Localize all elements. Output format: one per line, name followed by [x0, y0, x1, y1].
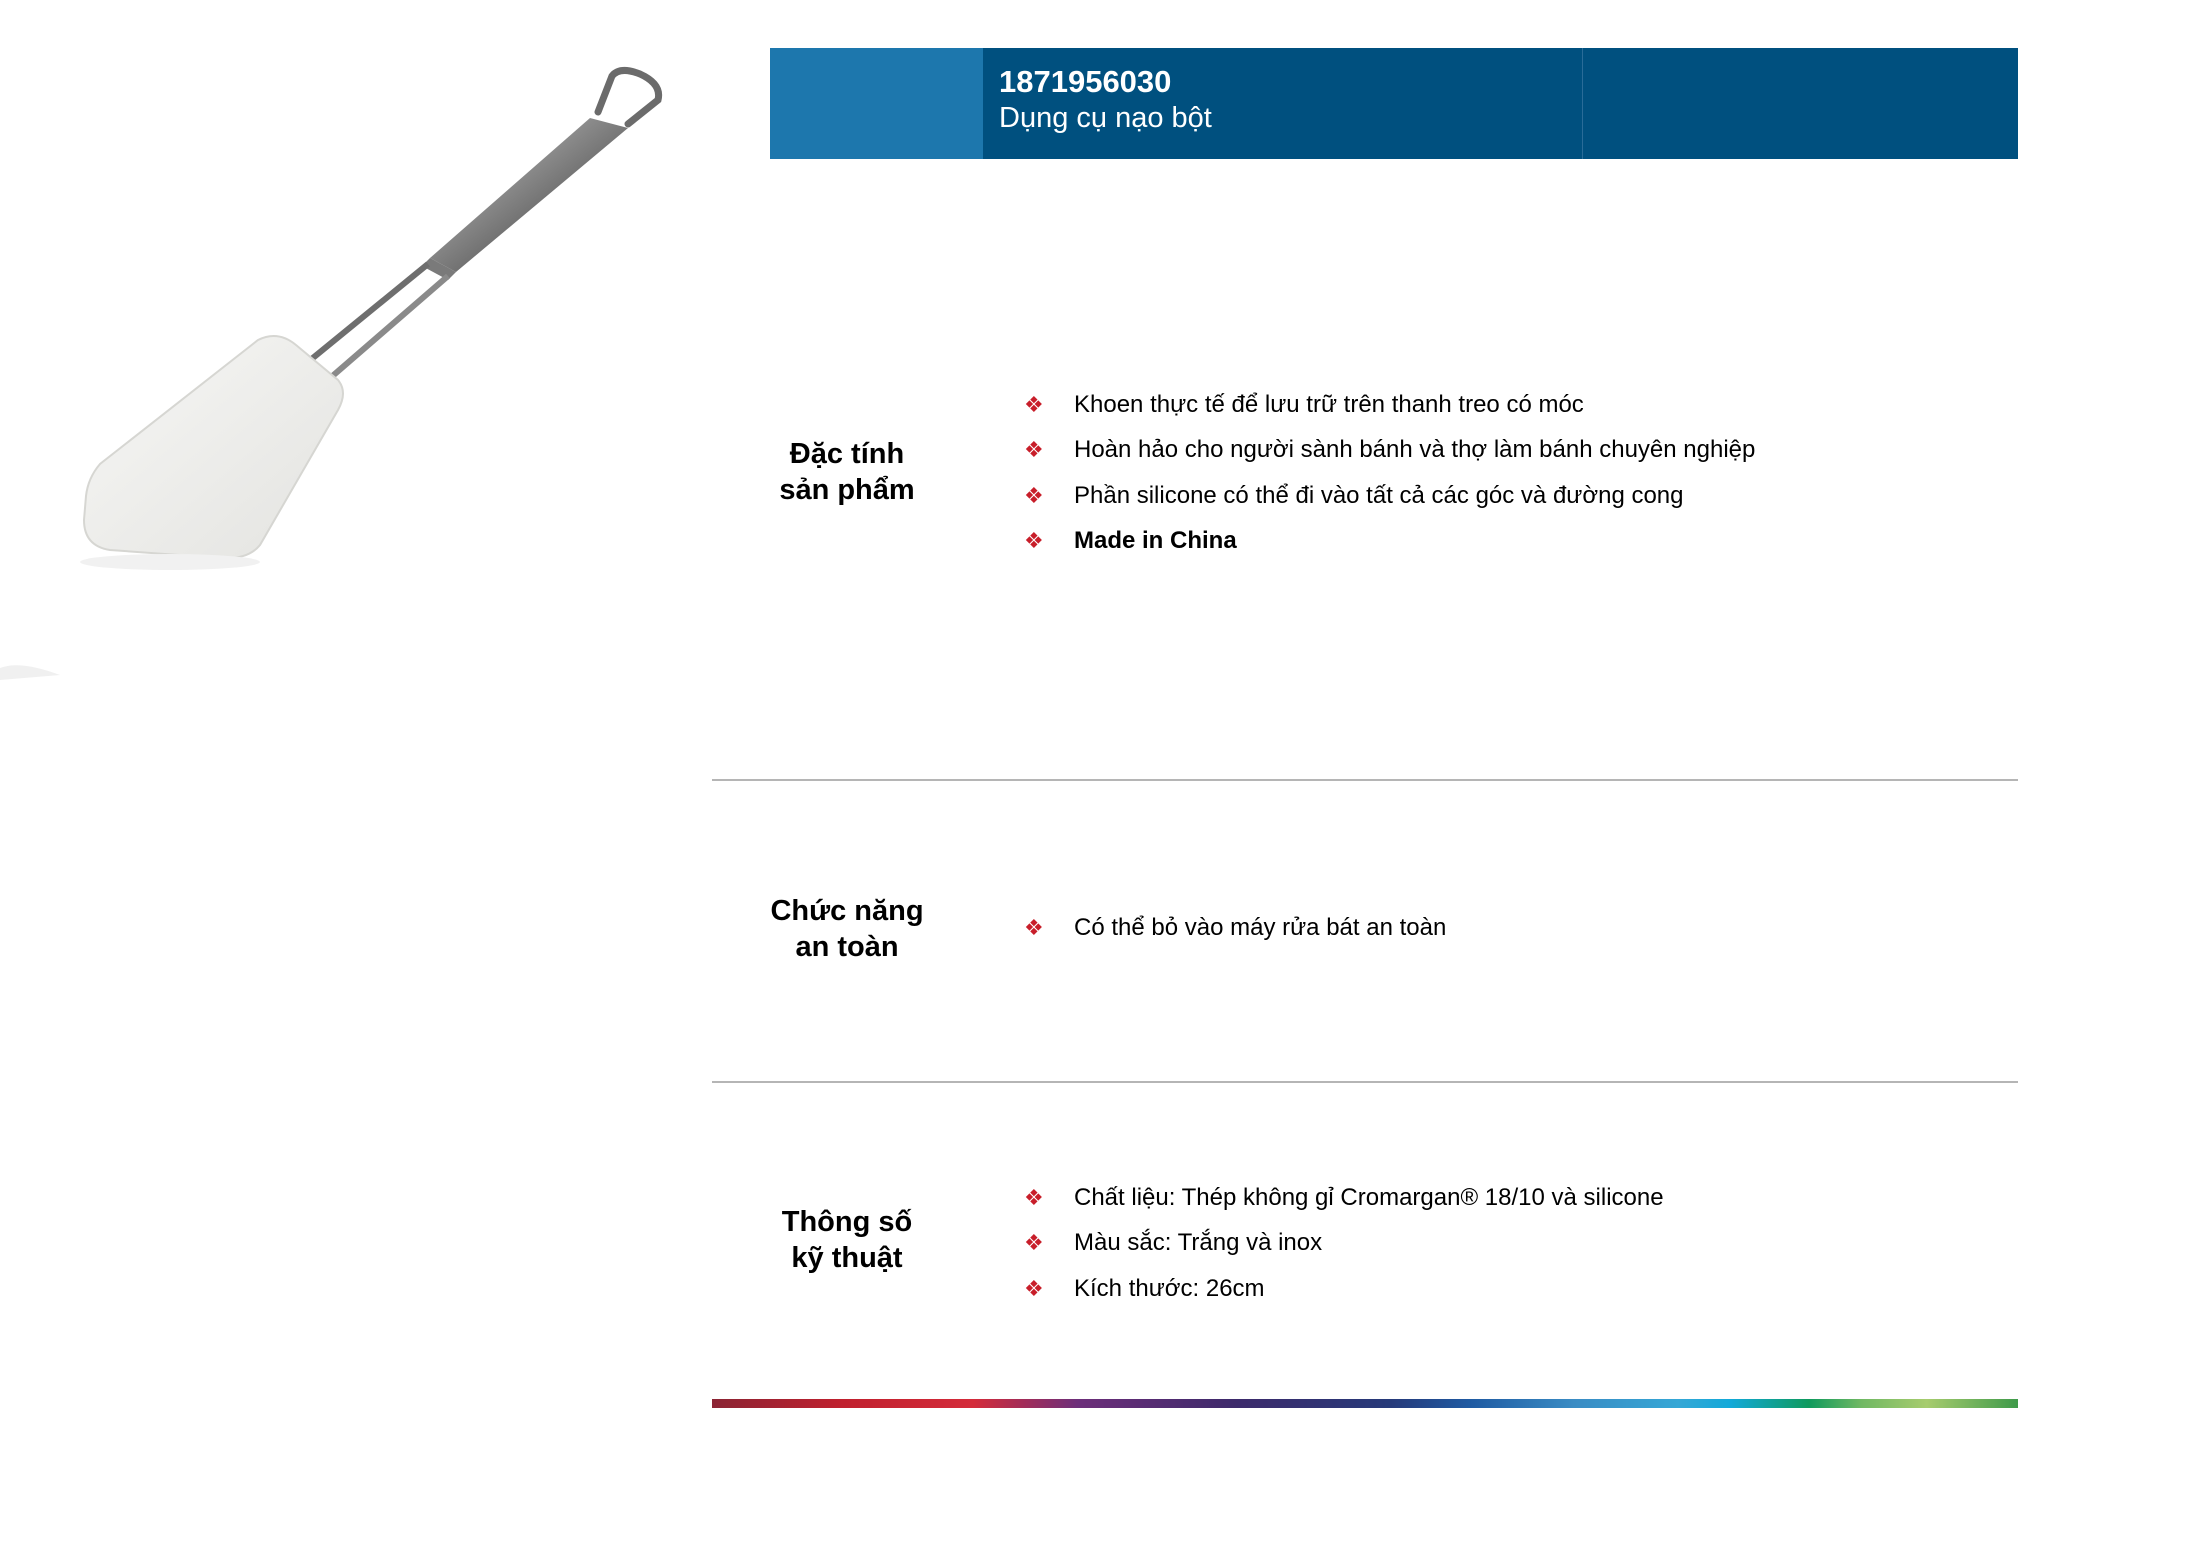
bullet-diamond-icon: ❖: [1024, 391, 1044, 417]
list-item: ❖ Made in China: [1012, 519, 1755, 565]
section-title: Chức năng an toàn: [770, 895, 924, 963]
bullet-diamond-icon: ❖: [1024, 914, 1044, 940]
list-item: ❖ Chất liệu: Thép không gỉ Cromargan® 18/10 và silicone: [1012, 1175, 1664, 1221]
header-title-cell: [983, 48, 1583, 159]
bullet-diamond-icon: ❖: [1024, 1230, 1044, 1256]
product-code: 1871956030: [999, 64, 1172, 99]
feature-list: [1012, 382, 1755, 564]
product-name: Dụng cụ nạo bột: [999, 102, 1212, 134]
section-divider: [712, 1081, 2018, 1083]
spec-list: [1012, 1175, 1664, 1312]
bullet-diamond-icon: ❖: [1024, 437, 1044, 463]
section-title: Đặc tính sản phẩm: [779, 438, 915, 506]
list-item: ❖ Khoen thực tế để lưu trữ trên thanh treo có móc: [1012, 382, 1755, 428]
brand-color-bar: [712, 1399, 2018, 1408]
bullet-diamond-icon: ❖: [1024, 1275, 1044, 1301]
safety-list: [1012, 905, 1446, 951]
list-item: ❖ Có thể bỏ vào máy rửa bát an toàn: [1012, 905, 1446, 951]
header-accent-cell: [770, 48, 983, 159]
header-empty-cell: [1583, 48, 2018, 159]
bullet-diamond-icon: ❖: [1024, 1184, 1044, 1210]
list-item: ❖ Kích thước: 26cm: [1012, 1266, 1664, 1312]
bullet-diamond-icon: ❖: [1024, 528, 1044, 554]
list-item: ❖ Phần silicone có thể đi vào tất cả các góc và đường cong: [1012, 473, 1755, 519]
section-title: Thông số kỹ thuật: [781, 1206, 913, 1274]
product-header: [770, 48, 2018, 159]
section-product-features: [712, 382, 2018, 562]
list-item: ❖ Màu sắc: Trắng và inox: [1012, 1221, 1664, 1267]
section-technical-specs: [712, 1175, 2018, 1315]
product-image: [0, 0, 720, 700]
section-safety-functions: [712, 893, 2018, 973]
bullet-diamond-icon: ❖: [1024, 482, 1044, 508]
section-divider: [712, 779, 2018, 781]
list-item: ❖ Hoàn hảo cho người sành bánh và thợ làm bánh chuyên nghiệp: [1012, 428, 1755, 474]
